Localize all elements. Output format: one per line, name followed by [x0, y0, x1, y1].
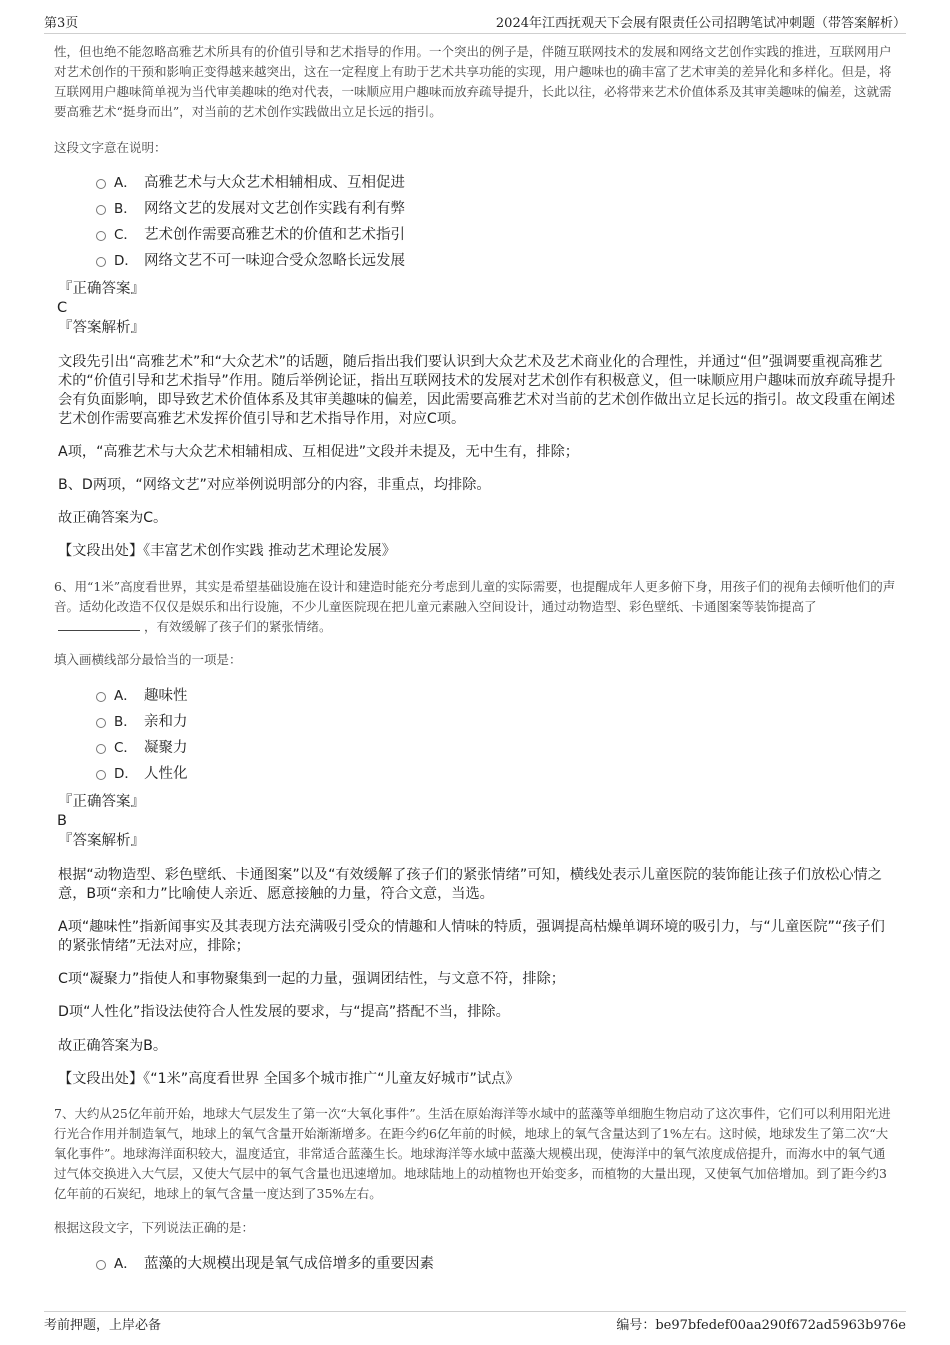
radio-icon[interactable]	[96, 1260, 106, 1270]
question-passage: 7、大约从25亿年前开始，地球大气层发生了第一次“大氧化事件”。生活在原始海洋等水域中的蓝藻等单细胞生物启动了这次事件，它们可以利用阳光进行光合作用并制造氧气，地球上的氧气含量开始渐渐增多。在距今约6亿年前的时候，地球上的氧气含量达到了1%左右。这时候，地球发生了第二次“大氧化事件”。地球海洋面积较大，温度适宜，非常适合蓝藻生长。地球海洋等水域中蓝藻大规模出现，使海洋中的氧气浓度成倍提升，而海水中的氧气通过气体交换进入大气层，又使大气层中的氧气含量也迅速增加。地球陆地上的动植物也开始变多，而植物的大量出现，又使氧气加倍增加。到了距今约3亿年前的石炭纪，地球上的氧气含量一度达到了35%左右。	[54, 1106, 891, 1201]
page-number: 第3页	[44, 16, 79, 31]
radio-icon[interactable]	[96, 692, 106, 702]
question-passage: 性，但也绝不能忽略高雅艺术所具有的价值引导和艺术指导的作用。一个突出的例子是，伴随互联网技术的发展和网络文艺创作实践的推进，互联网用户对艺术创作的干预和影响正变得越来越突出，这在一定程度上有助于艺术共享功能的实现，用户趣味也的确丰富了艺术审美的差异化和多样化。但是，将互联网用户趣味简单视为当代审美趣味的绝对代表，一味顺应用户趣味而放弃疏导提升，长此以往，必将带来艺术价值体系及其审美趣味的偏差，这就需要高雅艺术“挺身而出”，对当前的艺术创作实践做出立足长远的指引。	[54, 44, 892, 119]
radio-icon[interactable]	[96, 257, 106, 267]
question-passage: 6、用“1米”高度看世界，其实是希望基础设施在设计和建造时能充分考虑到儿童的实际需要，也提醒成年人更多俯下身，用孩子们的视角去倾听他们的声音。适幼化改造不仅仅是娱乐和出行设施，不少儿童医院现在把儿童元素融入空间设计，通过动物造型、彩色壁纸、卡通图案等装饰提高了，有效缓解了孩子们的紧张情绪。	[54, 579, 896, 634]
analysis-label: 『答案解析』	[58, 320, 145, 336]
radio-icon[interactable]	[96, 179, 106, 189]
radio-icon[interactable]	[96, 744, 106, 754]
analysis-conclusion: 故正确答案为B。	[58, 1038, 168, 1054]
radio-icon[interactable]	[96, 718, 106, 728]
page-footer	[44, 1314, 906, 1334]
fill-in-blank	[58, 617, 140, 631]
option-d[interactable]: D． 人性化	[96, 763, 188, 785]
analysis-paragraph: 根据“动物造型、彩色壁纸、卡通图案”以及“有效缓解了孩子们的紧张情绪”可知，横线处表示儿童医院的装饰能让孩子们放松心情之意，B项“亲和力”比喻使人亲近、愿意接触的力量，符合文意，当选。	[58, 867, 882, 902]
analysis-conclusion: 故正确答案为C。	[58, 510, 168, 526]
option-a[interactable]: A． 高雅艺术与大众艺术相辅相成、互相促进	[96, 172, 405, 194]
page-header	[44, 12, 906, 32]
option-b[interactable]: B． 网络文艺的发展对文艺创作实践有利有弊	[96, 198, 405, 220]
option-a[interactable]: A． 趣味性	[96, 685, 188, 707]
radio-icon[interactable]	[96, 770, 106, 780]
radio-icon[interactable]	[96, 231, 106, 241]
option-a[interactable]: A． 蓝藻的大规模出现是氧气成倍增多的重要因素	[96, 1253, 434, 1275]
question-prompt: 根据这段文字，下列说法正确的是：	[54, 1220, 255, 1235]
option-c[interactable]: C． 艺术创作需要高雅艺术的价值和艺术指引	[96, 224, 405, 246]
answer-value: C	[57, 300, 68, 316]
option-b[interactable]: B． 亲和力	[96, 711, 188, 733]
analysis-paragraph: A项“趣味性”指新闻事实及其表现方法充满吸引受众的情趣和人情味的特质，强调提高枯燥单调环境的吸引力，与“儿童医院”“孩子们的紧张情绪”无法对应，排除；	[58, 919, 885, 954]
source-citation: 【文段出处】《丰富艺术创作实践 推动艺术理论发展》	[58, 543, 396, 559]
answer-label: 『正确答案』	[58, 281, 145, 297]
analysis-paragraph: B、D两项，“网络文艺”对应举例说明部分的内容，非重点，均排除。	[58, 477, 491, 493]
analysis-paragraph: A项，“高雅艺术与大众艺术相辅相成、互相促进”文段并未提及，无中生有，排除；	[58, 444, 579, 460]
radio-icon[interactable]	[96, 205, 106, 215]
answer-label: 『正确答案』	[58, 794, 145, 810]
footer-slogan: 考前押题，上岸必备	[44, 1318, 162, 1333]
analysis-paragraph: C项“凝聚力”指使人和事物聚集到一起的力量，强调团结性，与文意不符，排除；	[58, 971, 565, 987]
answer-value: B	[57, 813, 67, 829]
analysis-label: 『答案解析』	[58, 833, 145, 849]
document-id: 编号：be97bfedef00aa290f672ad5963b976e	[616, 1318, 906, 1333]
document-title: 2024年江西抚观天下会展有限责任公司招聘笔试冲刺题（带答案解析）	[495, 16, 906, 31]
analysis-paragraph: D项“人性化”指设法使符合人性发展的要求，与“提高”搭配不当，排除。	[58, 1004, 510, 1020]
analysis-paragraph: 文段先引出“高雅艺术”和“大众艺术”的话题，随后指出我们要认识到大众艺术及艺术商业化的合理性，并通过“但”强调要重视高雅艺术的“价值引导和艺术指导”作用。随后举例论证，指出互联网技术的发展对艺术创作有积极意义，但一味顺应用户趣味而放弃疏导提升会有负面影响，即导致艺术价值体系及其审美趣味的偏差，因此需要高雅艺术对当前的艺术创作做出立足长远的指引。故文段重在阐述艺术创作需要高雅艺术发挥价值引导和艺术指导作用，对应C项。	[58, 354, 896, 427]
option-d[interactable]: D． 网络文艺不可一味迎合受众忽略长远发展	[96, 250, 405, 272]
question-prompt: 这段文字意在说明：	[54, 140, 167, 155]
footer-divider	[44, 1311, 906, 1312]
header-divider	[44, 33, 906, 34]
option-c[interactable]: C． 凝聚力	[96, 737, 188, 759]
source-citation: 【文段出处】《“1米”高度看世界 全国多个城市推广“儿童友好城市”试点》	[58, 1071, 520, 1087]
question-prompt: 填入画横线部分最恰当的一项是：	[54, 652, 242, 667]
